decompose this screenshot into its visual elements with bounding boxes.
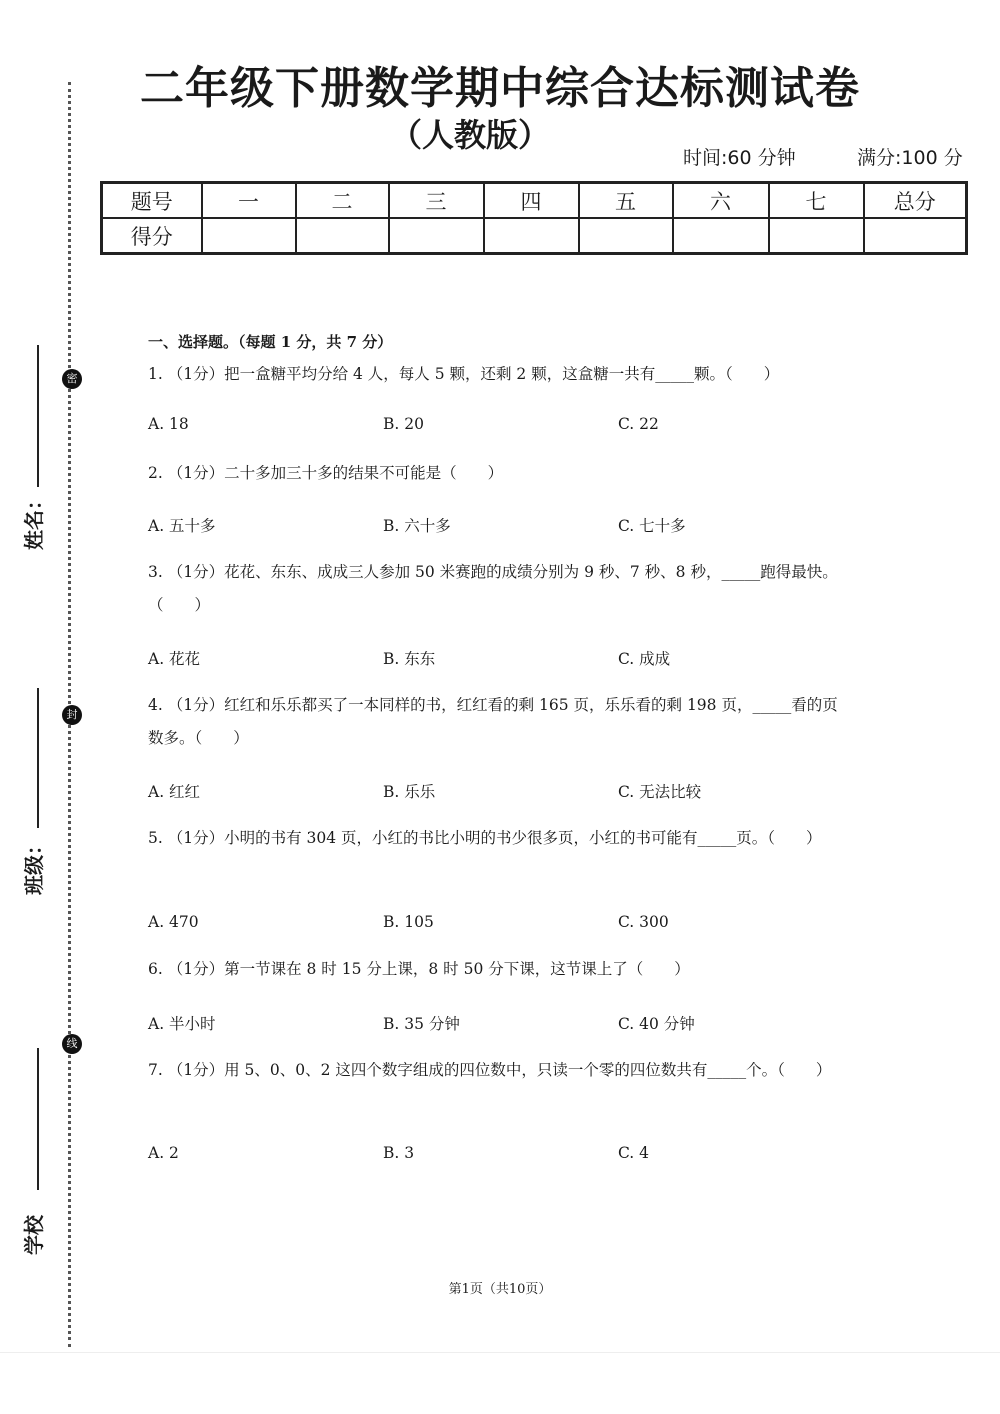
class-blank-line (37, 688, 39, 828)
section-heading: 一、选择题。（每题 1 分，共 7 分） (148, 333, 393, 351)
option-a: A. 红红 (148, 783, 201, 801)
option-a: A. 五十多 (148, 517, 216, 535)
score-cell (389, 218, 484, 254)
score-table-score-row (102, 218, 967, 254)
question-5: 5. （1分）小明的书有 304 页，小红的书比小明的书少很多页，小红的书可能有_____页。（ ） (148, 829, 822, 847)
score-cell (769, 218, 864, 254)
header-cell: 五 (579, 183, 673, 219)
option-c: C. 300 (618, 913, 669, 931)
score-cell (484, 218, 579, 254)
question-3: 3. （1分）花花、东东、成成三人参加 50 米赛跑的成绩分别为 9 秒、7 秒、8 秒，_____跑得最快。（ ） (148, 563, 838, 614)
school-blank-line (37, 1048, 39, 1190)
exam-full-score: 满分:100 分 (857, 147, 963, 169)
header-cell: 三 (389, 183, 484, 219)
option-a: A. 18 (148, 415, 189, 433)
header-cell: 题号 (102, 183, 202, 219)
exam-time: 时间:60 分钟 (683, 147, 796, 169)
header-cell: 总分 (864, 183, 967, 219)
option-a: A. 花花 (148, 650, 201, 668)
option-a: A. 2 (148, 1144, 179, 1162)
header-cell: 六 (673, 183, 769, 219)
name-label: 姓名： (22, 490, 46, 550)
header-cell: 四 (484, 183, 579, 219)
score-table-header-row (102, 183, 967, 219)
score-row-label: 得分 (102, 218, 202, 254)
option-b: B. 东东 (383, 650, 436, 668)
question-4: 4. （1分）红红和乐乐都买了一本同样的书，红红看的剩 165 页，乐乐看的剩 198 页，_____看的页数多。（ ） (148, 696, 838, 747)
school-label: 学校 (22, 1215, 46, 1255)
option-b: B. 35 分钟 (383, 1015, 460, 1033)
exam-title: 二年级下册数学期中综合达标测试卷 (140, 63, 860, 114)
seal-xian: 线 (62, 1034, 82, 1054)
option-c: C. 七十多 (618, 517, 686, 535)
exam-edition: （人教版） (389, 116, 550, 154)
question-1: 1. （1分）把一盒糖平均分给 4 人，每人 5 颗，还剩 2 颗，这盒糖一共有_____颗。（ ） (148, 365, 780, 383)
seal-feng: 封 (62, 705, 82, 725)
option-b: B. 六十多 (383, 517, 451, 535)
page-number: 第1页（共10页） (448, 1282, 552, 1297)
option-b: B. 乐乐 (383, 783, 436, 801)
header-cell: 一 (202, 183, 296, 219)
seal-mi: 密 (62, 369, 82, 389)
option-c: C. 22 (618, 415, 659, 433)
name-blank-line (37, 345, 39, 487)
option-c: C. 40 分钟 (618, 1015, 695, 1033)
option-c: C. 4 (618, 1144, 650, 1162)
header-cell: 二 (296, 183, 389, 219)
score-cell (296, 218, 389, 254)
option-a: A. 470 (148, 913, 199, 931)
score-cell (673, 218, 769, 254)
question-7: 7. （1分）用 5、0、0、2 这四个数字组成的四位数中，只读一个零的四位数共有_____个。（ ） (148, 1061, 832, 1079)
header-cell: 七 (769, 183, 864, 219)
page-bottom-edge (0, 1352, 1000, 1414)
score-cell (202, 218, 296, 254)
question-6: 6. （1分）第一节课在 8 时 15 分上课，8 时 50 分下课，这节课上了（ ） (148, 960, 690, 978)
class-label: 班级： (22, 835, 46, 895)
option-b: B. 105 (383, 913, 434, 931)
option-a: A. 半小时 (148, 1015, 216, 1033)
option-b: B. 20 (383, 415, 424, 433)
option-b: B. 3 (383, 1144, 415, 1162)
option-c: C. 成成 (618, 650, 671, 668)
score-cell (579, 218, 673, 254)
option-c: C. 无法比较 (618, 783, 702, 801)
score-cell (864, 218, 967, 254)
score-table (100, 181, 968, 255)
question-2: 2. （1分）二十多加三十多的结果不可能是（ ） (148, 464, 504, 482)
